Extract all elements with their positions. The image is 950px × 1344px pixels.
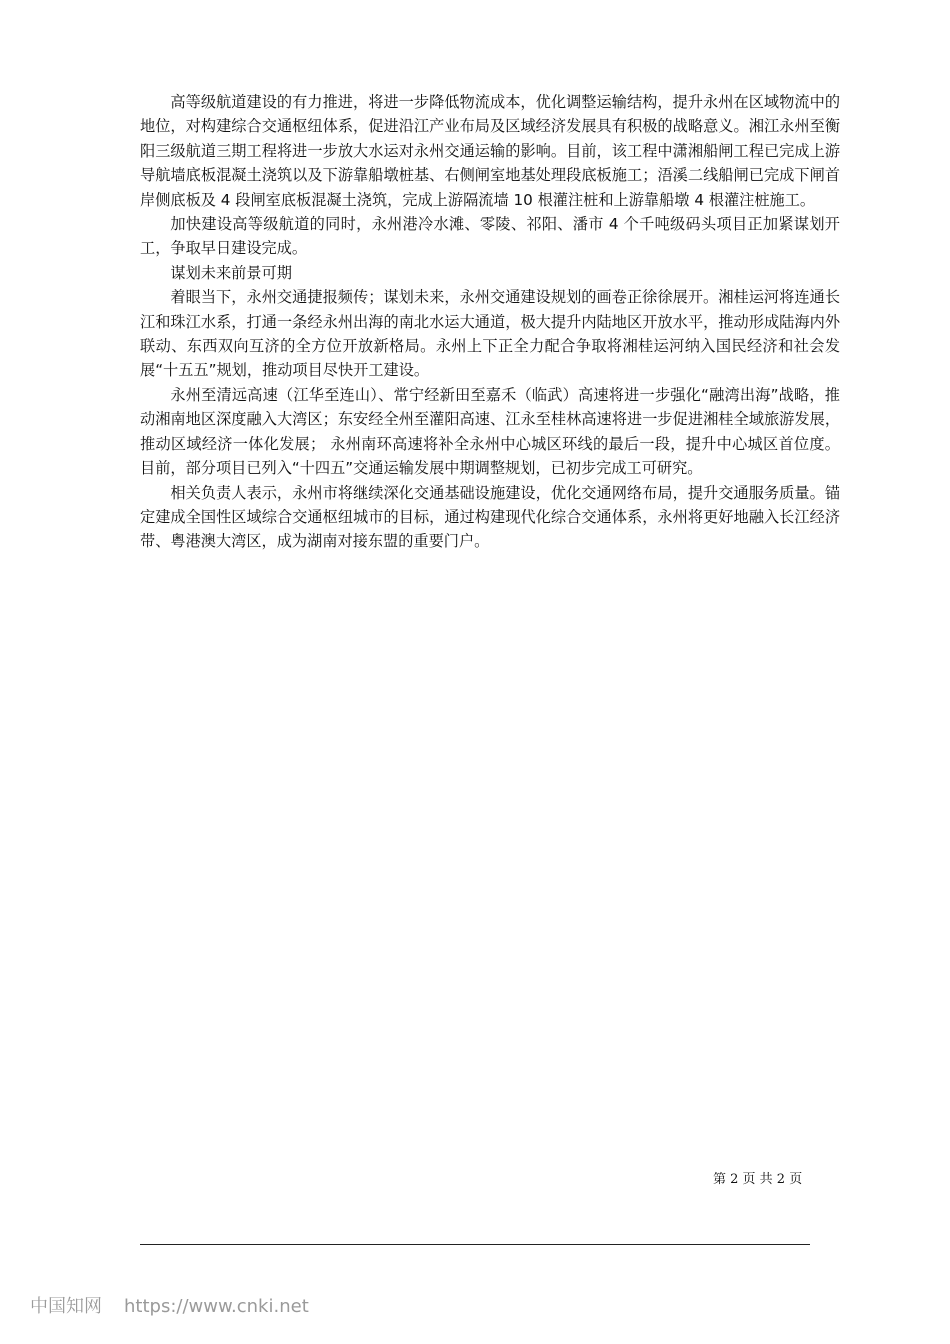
paragraph: 永州至清远高速（江华至连山）、常宁经新田至嘉禾（临武）高速将进一步强化“融湾出海”战略，推动湘南地区深度融入大湾区；东安经全州至灌阳高速、江永至桂林高速将进一步促进湘桂全域旅游发展， 推动区域经济一体化发展； 永州南环高速将补全永州中心城区环线的最后一段，提升中心城区首位度。目前，部分项目已列入“十四五”交通运输发展中期调整规划，已初步完成工可研究。 xyxy=(140,385,840,478)
section-heading: 谋划未来前景可期 xyxy=(170,263,292,282)
watermark-url: https://www.cnki.net xyxy=(124,1296,309,1317)
page-number: 第 2 页 共 2 页 xyxy=(713,1172,803,1187)
footer-divider xyxy=(140,1244,810,1245)
paragraph: 加快建设高等级航道的同时，永州港冷水滩、零陵、祁阳、潘市 4 个千吨级码头项目正加紧谋划开工，争取早日建设完成。 xyxy=(140,215,840,258)
watermark-brand: 中国知网 xyxy=(30,1296,102,1317)
paragraph: 高等级航道建设的有力推进，将进一步降低物流成本，优化调整运输结构，提升永州在区域物流中的地位，对构建综合交通枢纽体系，促进沿江产业布局及区域经济发展具有积极的战略意义。湘江永州至衡阳三级航道三期工程将进一步放大水运对永州交通运输的影响。目前，该工程中潇湘船闸工程已完成上游导航墙底板混凝土浇筑以及下游靠船墩桩基、右侧闸室地基处理段底板施工；浯溪二线船闸已完成下闸首岸侧底板及 4 段闸室底板混凝土浇筑，完成上游隔流墙 10 根灌注桩和上游靠船墩 4 根灌注桩施工。 xyxy=(140,93,840,209)
cnki-watermark xyxy=(30,1292,309,1318)
article-body xyxy=(140,90,840,554)
paragraph: 着眼当下，永州交通捷报频传；谋划未来，永州交通建设规划的画卷正徐徐展开。湘桂运河将连通长江和珠江水系，打通一条经永州出海的南北水运大通道，极大提升内陆地区开放水平，推动形成陆海内外联动、东西双向互济的全方位开放新格局。永州上下正全力配合争取将湘桂运河纳入国民经济和社会发展“十五五”规划，推动项目尽快开工建设。 xyxy=(140,288,840,380)
paragraph: 相关负责人表示，永州市将继续深化交通基础设施建设，优化交通网络布局，提升交通服务质量。锚定建成全国性区域综合交通枢纽城市的目标，通过构建现代化综合交通体系，永州将更好地融入长江经济带、粤港澳大湾区，成为湖南对接东盟的重要门户。 xyxy=(140,483,840,551)
